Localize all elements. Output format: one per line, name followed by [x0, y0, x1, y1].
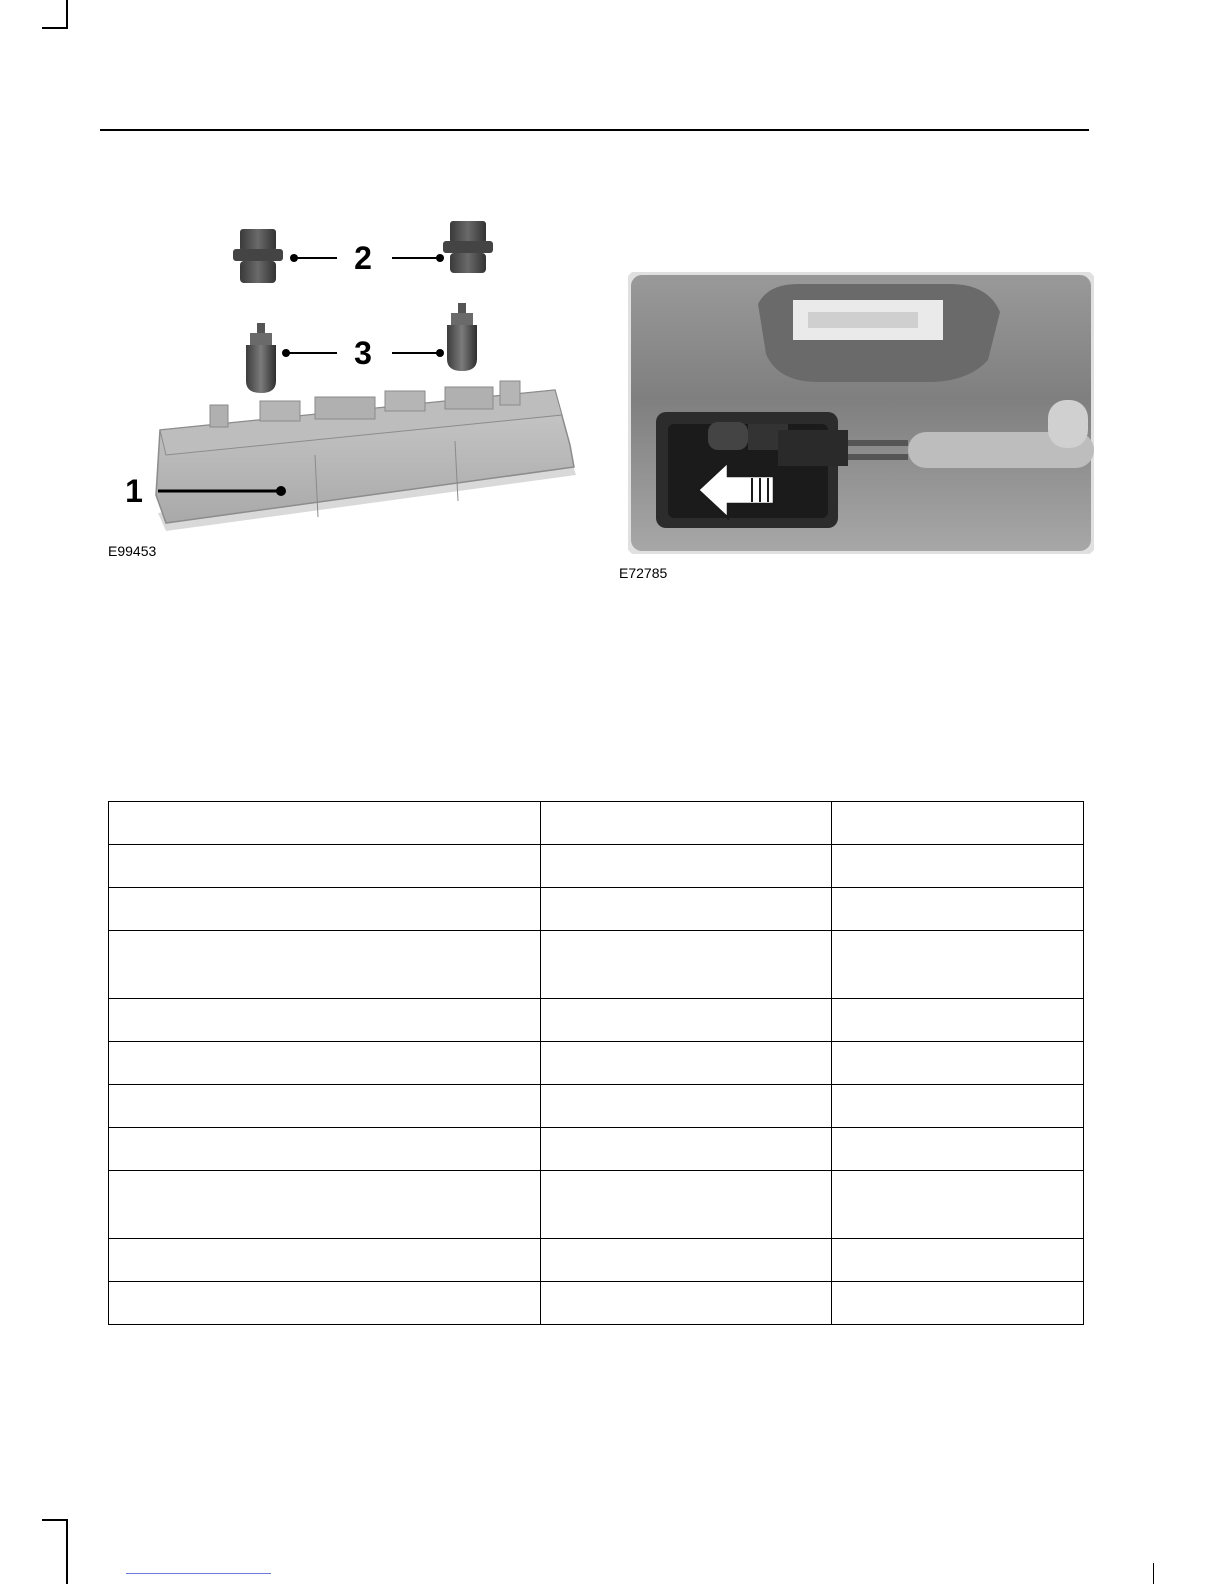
table-cell	[832, 999, 1084, 1042]
figure-code: E72785	[619, 565, 668, 581]
bulb-left	[246, 323, 276, 393]
table-cell	[832, 802, 1084, 845]
table-row	[109, 1239, 1084, 1282]
table-cell	[109, 1171, 541, 1239]
figure-code: E99453	[108, 543, 157, 559]
table-cell	[541, 931, 832, 999]
table-cell	[109, 802, 541, 845]
spec-table	[108, 801, 1084, 1325]
callout-label: 1	[125, 473, 143, 509]
table-row	[109, 1171, 1084, 1239]
crop-mark	[66, 1519, 68, 1584]
table-cell	[109, 1239, 541, 1282]
table-cell	[541, 999, 832, 1042]
table-cell	[541, 802, 832, 845]
bulb-holder-right	[443, 221, 493, 273]
table-cell	[541, 1128, 832, 1171]
table-cell	[541, 1171, 832, 1239]
figure-lamp-exploded	[100, 205, 590, 575]
table-cell	[541, 1282, 832, 1325]
crop-mark	[42, 27, 68, 29]
table-cell	[541, 888, 832, 931]
table-cell	[109, 999, 541, 1042]
table-row	[109, 931, 1084, 999]
table-row	[109, 999, 1084, 1042]
table-cell	[541, 845, 832, 888]
table-row	[109, 1085, 1084, 1128]
crop-mark	[1153, 1563, 1154, 1584]
table-cell	[541, 1042, 832, 1085]
mirror-recess	[758, 284, 1000, 382]
table-row	[109, 1042, 1084, 1085]
callout-label: 3	[354, 335, 372, 371]
crop-mark	[42, 1519, 68, 1521]
table-cell	[109, 1128, 541, 1171]
table-row	[109, 1128, 1084, 1171]
table-row	[109, 802, 1084, 845]
footer-link[interactable]	[126, 1573, 271, 1574]
table-cell	[109, 931, 541, 999]
callout-label: 2	[354, 240, 372, 276]
table-row	[109, 845, 1084, 888]
table-cell	[832, 1128, 1084, 1171]
table-cell	[109, 1042, 541, 1085]
table-cell	[109, 1085, 541, 1128]
table-cell	[109, 888, 541, 931]
lamp-housing	[156, 381, 576, 531]
table-cell	[541, 1085, 832, 1128]
table-row	[109, 888, 1084, 931]
figure-mirror-lamp-photo	[628, 272, 1094, 554]
table-cell	[832, 845, 1084, 888]
table-cell	[541, 1239, 832, 1282]
table-row	[109, 1282, 1084, 1325]
header-rule	[100, 129, 1089, 131]
table-cell	[109, 1282, 541, 1325]
bulb-holder-left	[233, 229, 283, 283]
table-cell	[832, 1042, 1084, 1085]
table-cell	[832, 931, 1084, 999]
table-cell	[832, 1239, 1084, 1282]
table-cell	[832, 1085, 1084, 1128]
table-cell	[832, 888, 1084, 931]
crop-mark	[66, 0, 68, 28]
bulb-right	[447, 303, 477, 371]
table-cell	[832, 1282, 1084, 1325]
table-cell	[832, 1171, 1084, 1239]
table-cell	[109, 845, 541, 888]
